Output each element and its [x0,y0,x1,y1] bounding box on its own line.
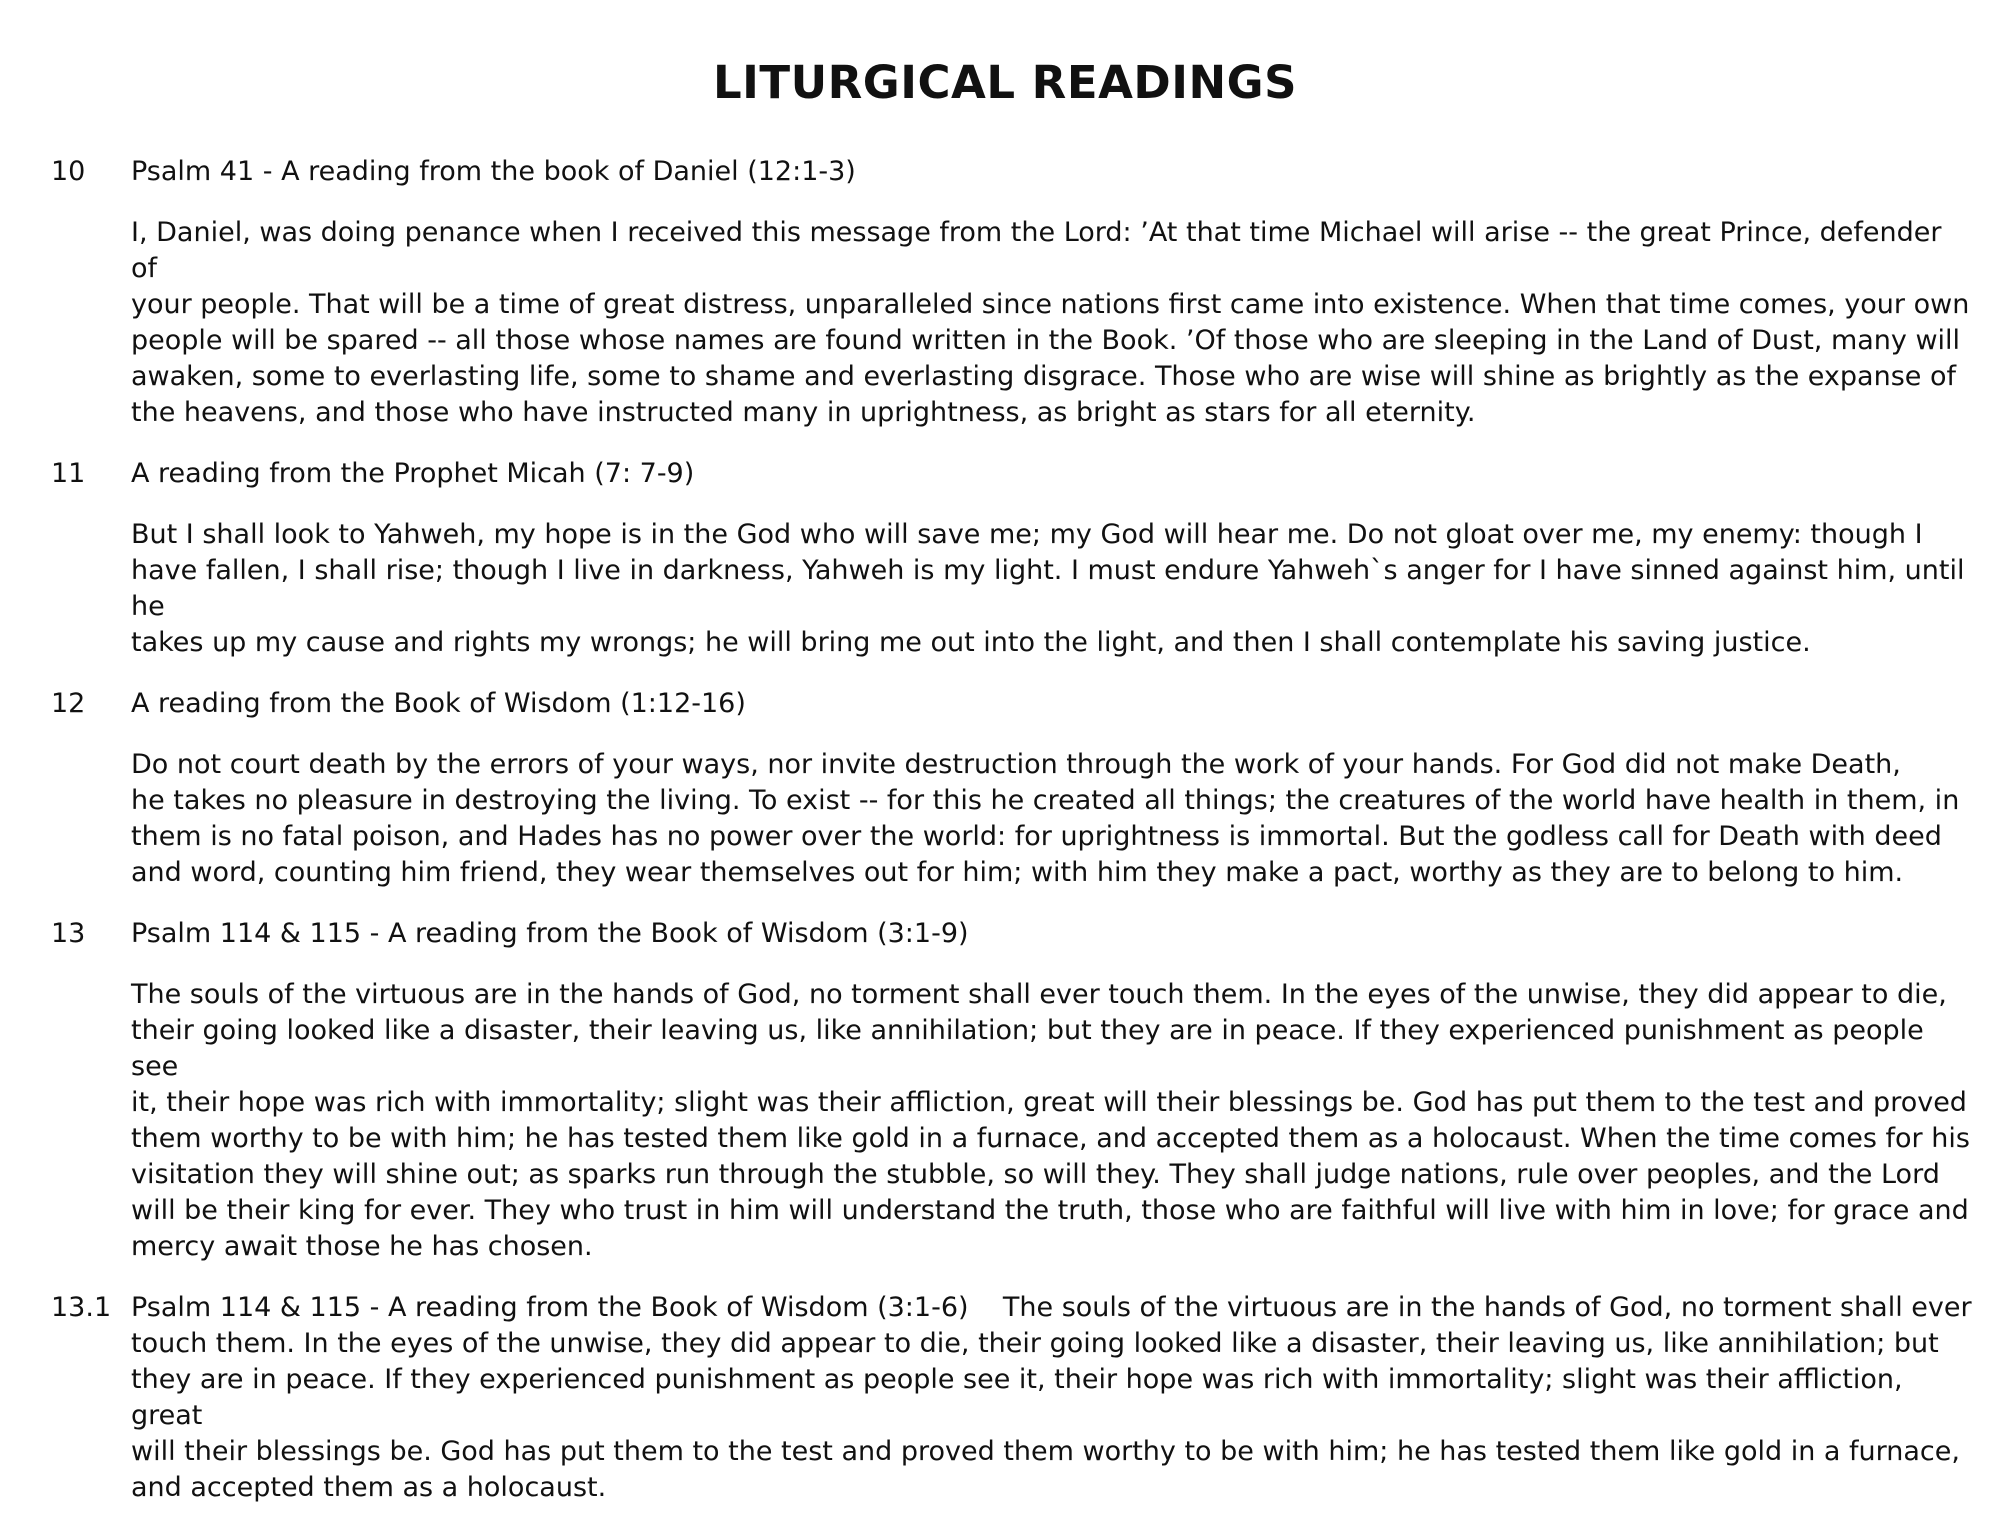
reading-heading: Psalm 114 & 115 - A reading from the Book of Wisdom (3:1-6) [131,1292,969,1323]
reading-item [51,456,1976,661]
reading-item [51,916,1976,1265]
reading-inline-content [131,1290,1976,1506]
heading-text-gap [969,1292,1003,1323]
reading-item [51,1290,1976,1506]
reading-number: 12 [51,688,86,719]
reading-text: The souls of the virtuous are in the hands of God, no torment shall ever touch them. In the eyes of the unwise, they did appear to die, their going looked like a disaster, their leaving us, like annihilation; but they are in peace. If they experienced punishment as people see it, their hope was rich with immortality; slight was their affliction, great will their blessings be. God has put them to the test and proved them worthy to be with him; he has tested them like gold in a furnace, and accepted them as a holocaust. [131,1292,1972,1503]
reading-heading: A reading from the Prophet Micah (7: 7-9) [131,458,695,489]
reading-number: 13 [51,918,86,949]
reading-heading: Psalm 41 - A reading from the book of Daniel (12:1-3) [131,156,856,187]
reading-item [51,154,1976,431]
reading-number: 10 [51,156,86,187]
reading-text: But I shall look to Yahweh, my hope is in the God who will save me; my God will hear me. Do not gloat over me, my enemy: though I have fallen, I shall rise; though I live in darkness, Yahweh is my light. I must endure Yahweh`s anger for I have sinned against him, until he takes up my cause and rights my wrongs; he will bring me out into the light, and then I shall contemplate his saving justice. [131,519,1965,658]
reading-text: I, Daniel, was doing penance when I received this message from the Lord: ’At that time Michael will arise -- the great Prince, defender of your people. That will be a time of great distress, unparalleled since nations first came into existence. When that time comes, your own people will be spared -- all those whose names are found written in the Book. ’Of those who are sleeping in the Land of Dust, many will awaken, some to everlasting life, some to shame and everlasting disgrace. Those who are wise will shine as brightly as the expanse of the heavens, and those who have instructed many in uprightness, as bright as stars for all eternity. [131,217,1970,428]
reading-number: 11 [51,458,86,489]
reading-number: 13.1 [51,1292,112,1323]
reading-item [51,686,1976,891]
page-title: LITURGICAL READINGS [713,56,1297,109]
readings-list [51,154,1976,1531]
reading-text: The souls of the virtuous are in the hands of God, no torment shall ever touch them. In the eyes of the unwise, they did appear to die, their going looked like a disaster, their leaving us, like annihilation; but they are in peace. If they experienced punishment as people see it, their hope was rich with immortality; slight was their affliction, great will their blessings be. God has put them to the test and proved them worthy to be with him; he has tested them like gold in a furnace, and accepted them as a holocaust. When the time comes for his visitation they will shine out; as sparks run through the stubble, so will they. They shall judge nations, rule over peoples, and the Lord will be their king for ever. They who trust in him will understand the truth, those who are faithful will live with him in love; for grace and mercy await those he has chosen. [131,979,1970,1262]
reading-heading: Psalm 114 & 115 - A reading from the Book of Wisdom (3:1-9) [131,918,969,949]
reading-text: Do not court death by the errors of your ways, nor invite destruction through the work of your hands. For God did not make Death, he takes no pleasure in destroying the living. To exist -- for this he created all things; the creatures of the world have health in them, in them is no fatal poison, and Hades has no power over the world: for uprightness is immortal. But the godless call for Death with deed and word, counting him friend, they wear themselves out for him; with him they make a pact, worthy as they are to belong to him. [131,749,1960,888]
reading-heading: A reading from the Book of Wisdom (1:12-16) [131,688,746,719]
